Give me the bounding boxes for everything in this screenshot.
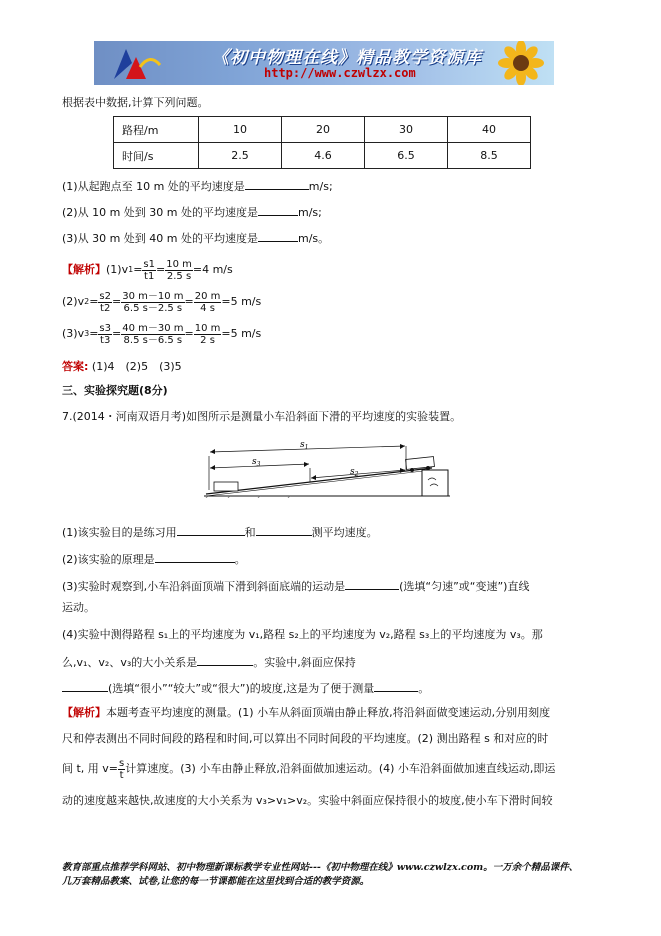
answer-blank[interactable] (197, 654, 253, 666)
fraction-den: t (119, 769, 124, 781)
fraction-den: 8.5 s－6.5 s (123, 334, 183, 346)
data-table (113, 116, 531, 169)
footer-line: 几万套精品教案、试卷,让您的每一节课都能在这里找到合适的教学资源。 (62, 876, 370, 887)
formula-text: =5 m/s (221, 295, 262, 308)
formula-text: (3)v (62, 327, 85, 340)
fraction-num: s3 (99, 322, 111, 334)
table-cell: 4.6 (282, 143, 365, 169)
question-text: (选填“匀速”或“变速”)直线 (399, 580, 530, 593)
fraction (142, 259, 156, 282)
question-text: 。实验中,斜面应保持 (253, 656, 356, 669)
fraction (98, 323, 112, 346)
formula-subscript: 3 (84, 329, 90, 338)
table-cell: 时间/s (114, 143, 199, 169)
fraction-den: 2 s (200, 334, 215, 346)
question-text: 么,v₁、v₂、v₃的大小关系是 (62, 656, 198, 669)
table-cell: 10 (199, 117, 282, 143)
analysis-line-3: (3)v 3 = $\frac{s3}{t3}$ = $\frac{40 m-30 m}{8.5 s-6.5 s}$ = $\frac{10 m}{2 s}$ =5 m/s (62, 322, 262, 346)
problem-7-q4-line2 (62, 654, 356, 670)
question-text: (3)实验时观察到,小车沿斜面顶端下滑到斜面底端的运动是 (62, 580, 346, 593)
fraction-den: 4 s (200, 302, 215, 314)
question-text: (2)该实验的原理是 (62, 553, 155, 566)
analysis-tag: 【解析】 (62, 706, 106, 719)
fraction (194, 323, 222, 346)
problem-7-q3 (62, 578, 529, 594)
question-3 (62, 230, 329, 246)
question-unit: m/s; (308, 180, 333, 193)
question-text: (1)该实验目的是练习用 (62, 526, 177, 539)
table-cell: 30 (365, 117, 448, 143)
fraction-num: s (119, 757, 125, 769)
banner-url[interactable]: http://www.czwlzx.com (264, 66, 416, 80)
fraction-num: 40 m－30 m (122, 322, 184, 334)
problem-7-stem: 7.(2014・河南双语月考)如图所示是测量小车沿斜面下滑的平均速度的实验装置。 (62, 410, 462, 423)
analysis7-line-2: 尺和停表测出不同时间段的路程和时间,可以算出不同时间段的平均速度。(2) 测出路程 s 和对应的时 (62, 732, 549, 745)
question-text: (2)从 10 m 处到 30 m 处的平均速度是 (62, 206, 258, 219)
label-s3: $s_3$ (252, 457, 261, 468)
answer-blank[interactable] (258, 230, 298, 242)
answer-blank[interactable] (258, 204, 298, 216)
analysis-text: 计算速度。(3) 小车由静止释放,沿斜面做加速运动。(4) 小车沿斜面做加速直线运动,即运 (125, 762, 556, 775)
question-text: 测平均速度。 (311, 526, 378, 539)
formula-text: = (133, 263, 143, 276)
fraction-den: t3 (100, 334, 111, 346)
fraction (98, 291, 112, 314)
answer-text: (1)4 (2)5 (3)5 (91, 360, 182, 373)
fraction-den: t1 (144, 270, 155, 282)
page-footer (62, 861, 622, 889)
header-banner (94, 41, 554, 85)
question-unit: m/s。 (298, 232, 330, 245)
analysis7-line-3 (62, 756, 555, 782)
analysis-text: 本题考查平均速度的测量。(1) 小车从斜面顶端由静止释放,将沿斜面做变速运动,分别用刻度 (106, 706, 551, 719)
formula-subscript: 2 (84, 297, 90, 306)
fraction-den: 6.5 s－2.5 s (123, 302, 183, 314)
section-heading: 三、实验探究题(8分) (62, 384, 168, 397)
answer-line (62, 360, 182, 374)
question-text: 。 (234, 553, 246, 566)
fraction-den: 2.5 s (166, 270, 192, 282)
footer-line: 教育部重点推荐学科网站、初中物理新课标教学专业性网站---《初中物理在线》www.czwlzx.com。一万余个精品课件、 (62, 862, 579, 873)
table-cell: 2.5 (199, 143, 282, 169)
fraction (165, 259, 193, 282)
answer-blank[interactable] (345, 578, 399, 590)
table-cell: 6.5 (365, 143, 448, 169)
table-row (114, 117, 531, 143)
fraction (121, 323, 184, 346)
table-cell: 8.5 (448, 143, 531, 169)
answer-blank[interactable] (256, 524, 312, 536)
fraction-num: s2 (99, 290, 111, 302)
table-cell: 20 (282, 117, 365, 143)
analysis7-line-4: 动的速度越来越快,故速度的大小关系为 v₃>v₁>v₂。实验中斜面应保持很小的坡度,使小车下滑时间较 (62, 794, 553, 807)
fraction (194, 291, 222, 314)
problem-7-q2 (62, 551, 246, 567)
analysis-line-1: 【解析】 (1)v 1 = $\frac{s1}{t1}$ = $\frac{10 m}{2.5 s}$ =4 m/s (62, 258, 233, 282)
answer-blank[interactable] (177, 524, 245, 536)
fraction-den: t2 (100, 302, 111, 314)
analysis-tag: 【解析】 (62, 263, 106, 276)
label-s1: $s_1$ (300, 440, 309, 451)
incline-diagram (200, 438, 452, 498)
answer-blank[interactable] (155, 551, 235, 563)
question-text: (3)从 30 m 处到 40 m 处的平均速度是 (62, 232, 258, 245)
fraction-num: 30 m－10 m (122, 290, 184, 302)
answer-blank[interactable] (374, 680, 418, 692)
answer-blank[interactable] (245, 178, 309, 190)
fraction-num: 10 m (166, 258, 192, 270)
problem-7-q3-line2: 运动。 (62, 601, 95, 614)
problem-7-q4-line3 (62, 680, 429, 696)
fraction-num: s1 (143, 258, 155, 270)
question-text: (1)从起跑点至 10 m 处的平均速度是 (62, 180, 245, 193)
analysis-line-2: (2)v 2 = $\frac{s2}{t2}$ = $\frac{30 m-10 m}{6.5 s-2.5 s}$ = $\frac{20 m}{4 s}$ =5 m/s (62, 290, 262, 314)
formula-text: (2)v (62, 295, 85, 308)
answer-blank[interactable] (62, 680, 108, 692)
formula-text: =5 m/s (221, 327, 262, 340)
answer-tag: 答案: (62, 360, 89, 373)
question-1 (62, 178, 333, 194)
sunflower-icon (489, 41, 554, 85)
site-logo-icon (106, 43, 166, 83)
question-text: 。 (418, 682, 430, 695)
formula-text: (1)v (106, 263, 129, 276)
question-unit: m/s; (298, 206, 322, 219)
analysis7-line-1 (62, 706, 550, 720)
fraction-num: 10 m (194, 322, 221, 334)
table-row (114, 143, 531, 169)
question-text: 和 (244, 526, 256, 539)
problem-7-q4: (4)实验中测得路程 s₁上的平均速度为 v₁,路程 s₂上的平均速度为 v₂,路程 s₃上的平均速度为 v₃。那 (62, 628, 543, 641)
banner-title: 《初中物理在线》精品教学资源库 (212, 48, 482, 68)
formula-subscript: 1 (128, 265, 134, 274)
table-cell: 路程/m (114, 117, 199, 143)
formula-text: =4 m/s (192, 263, 233, 276)
fraction (121, 291, 184, 314)
table-cell: 40 (448, 117, 531, 143)
analysis-text: 间 t, 用 v= (62, 762, 119, 775)
fraction (118, 758, 125, 781)
label-s2: $s_2$ (350, 467, 359, 478)
question-2 (62, 204, 322, 220)
fraction-num: 20 m (194, 290, 221, 302)
problem-7-q1 (62, 524, 378, 540)
intro-text: 根据表中数据,计算下列问题。 (62, 96, 209, 109)
question-text: (选填“很小”“较大”或“很大”)的坡度,这是为了便于测量 (108, 682, 375, 695)
